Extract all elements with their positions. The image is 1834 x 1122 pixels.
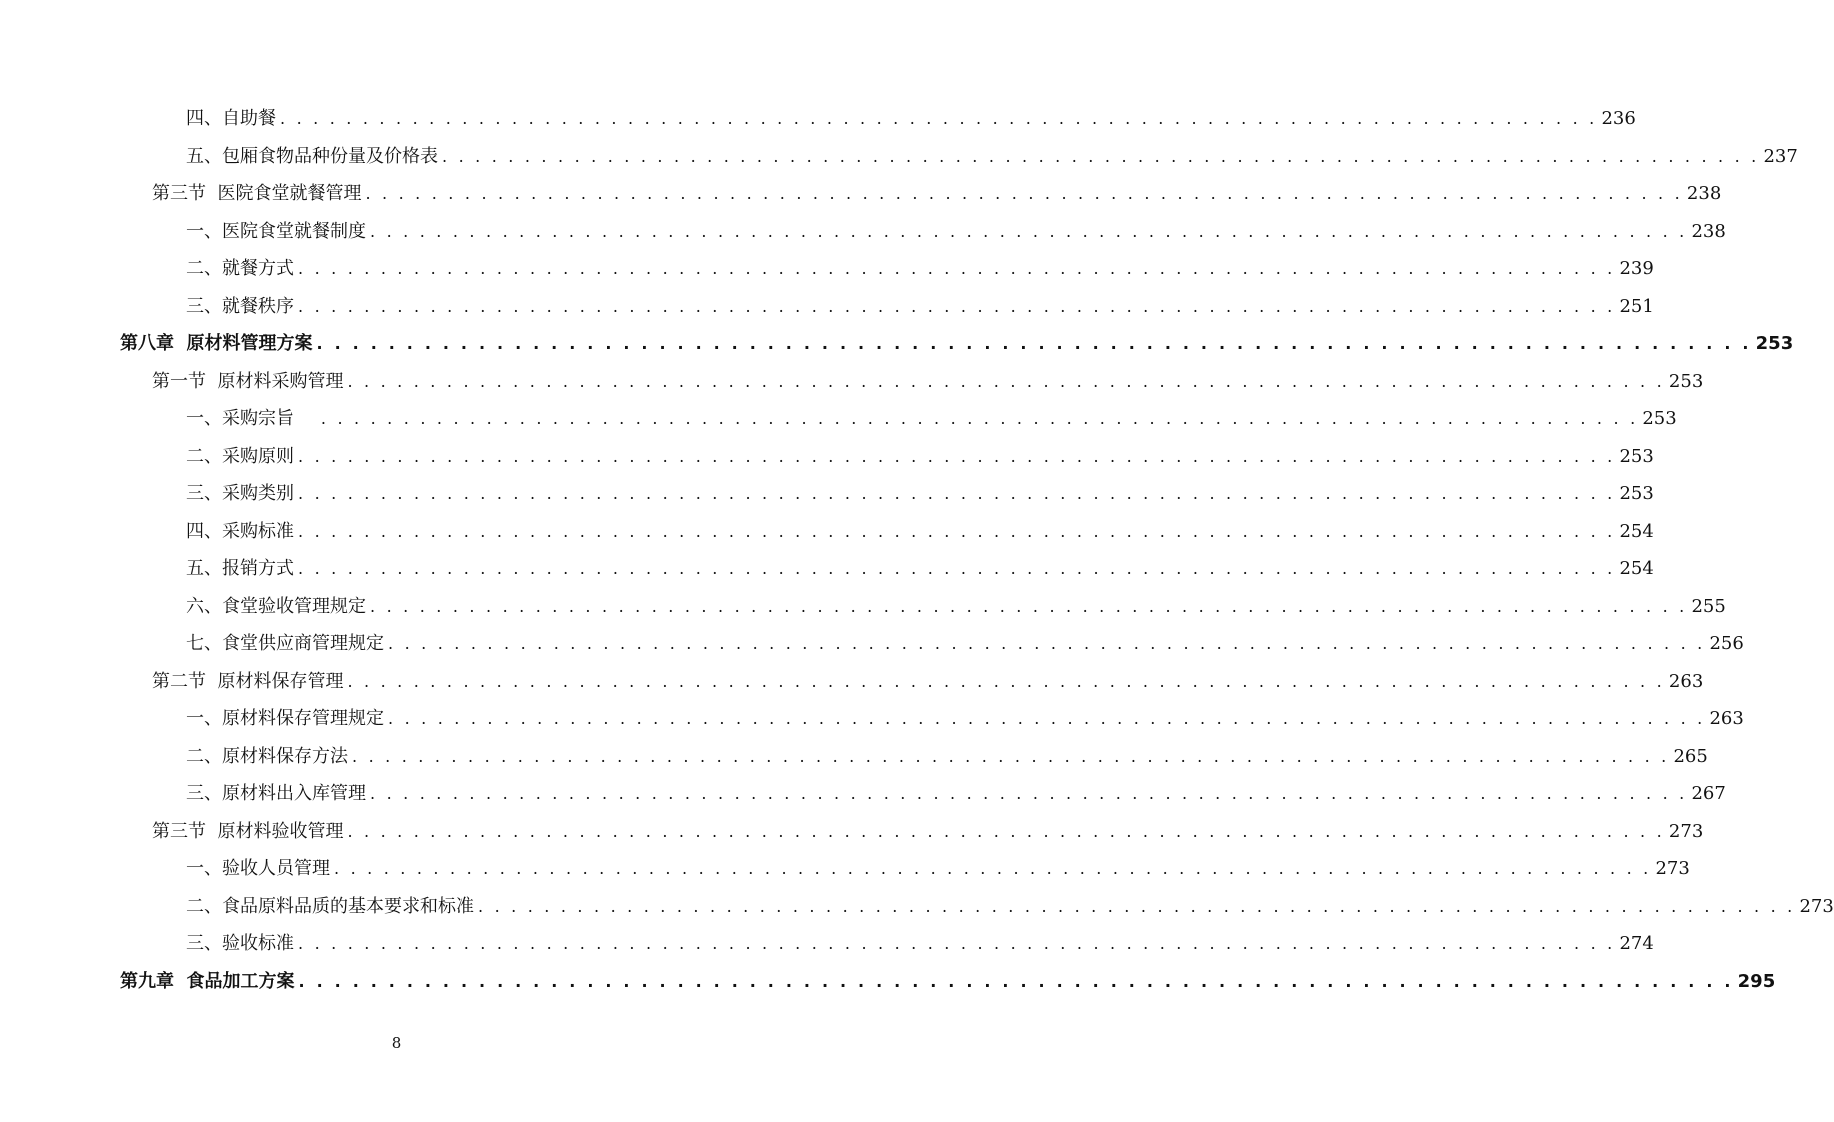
toc-entry[interactable] (186, 138, 1798, 168)
toc-page-number: 236 (1601, 108, 1636, 129)
toc-label: 三、采购类别 (186, 483, 294, 504)
toc-entry[interactable] (186, 213, 1726, 243)
dot-leader: . . . . . . . . . . . . . . . . . . . . . . . . . . . . . . . . . . . . . . . . . . . . . . . . . . . . . . . . . . . . . . . . . . . . . . . . . . . . . . . . (388, 634, 1706, 653)
toc-page-number: 274 (1619, 933, 1654, 954)
toc-page-number: 253 (1619, 445, 1654, 467)
toc-chapter[interactable] (120, 963, 1776, 993)
dot-leader: . . . . . . . . . . . . . . . . . . . . . . . . . . . . . . . . . . . . . . . . . . . . . . . . . . . . . . . . . . . . . . . . . . . . . . . . . . . . . . . . (347, 371, 1665, 391)
dot-leader: . . . . . . . . . . . . . . . . . . . . . . . . . . . . . . . . . . . . . . . . . . . . . . . . . . . . . . . . . . . . . . . . . . . . . . . . . . . . . . . . (298, 484, 1616, 503)
dot-leader: . . . . . . . . . . . . . . . . . . . . . . . . . . . . . . . . . . . . . . . . . . . . . . . . . . . . . . . . . . . . . . . . . . . . . . . . . . . . . . . . (298, 259, 1616, 278)
toc-label: 二、采购原则 (186, 445, 294, 467)
toc-page-number: 263 (1709, 708, 1744, 729)
toc-page-number: 295 (1737, 970, 1776, 992)
toc-label: 第九章 食品加工方案 (120, 970, 295, 992)
dot-leader: . . . . . . . . . . . . . . . . . . . . . . . . . . . . . . . . . . . . . . . . . . . . . . . . . . . . . . . . . . . . . . . . . . . . . . . . . . . . . . . . (388, 709, 1706, 728)
toc-page-number: 267 (1691, 783, 1726, 804)
toc-page-number: 251 (1619, 295, 1654, 317)
toc-page-number: 253 (1619, 483, 1654, 504)
toc-label: 一、验收人员管理 (186, 858, 330, 879)
toc-label: 第三节 原材料验收管理 (152, 820, 344, 842)
toc-label: 一、采购宗旨 (186, 408, 317, 429)
toc-page-number: 273 (1655, 858, 1690, 879)
toc-chapter[interactable] (120, 325, 1794, 355)
toc-label: 四、自助餐 (186, 108, 276, 129)
dot-leader: . . . . . . . . . . . . . . . . . . . . . . . . . . . . . . . . . . . . . . . . . . . . . . . . . . . . . . . . . . . . . . . . . . . . . . . . . . . . . . . . (334, 859, 1652, 878)
dot-leader: . . . . . . . . . . . . . . . . . . . . . . . . . . . . . . . . . . . . . . . . . . . . . . . . . . . . . . . . . . . . . . . . . . . . . . . . . . . . . . . . (298, 559, 1616, 578)
dot-leader: . . . . . . . . . . . . . . . . . . . . . . . . . . . . . . . . . . . . . . . . . . . . . . . . . . . . . . . . . . . . . . . . . . . . . . . . . . . . . . . . (280, 109, 1598, 128)
toc-page-number: 239 (1619, 258, 1654, 279)
toc-label: 五、包厢食物品种份量及价格表 (186, 145, 438, 167)
toc-entry[interactable] (186, 588, 1726, 618)
toc-label: 二、食品原料品质的基本要求和标准 (186, 895, 474, 917)
toc-entry[interactable] (186, 888, 1834, 918)
toc-page-number: 253 (1668, 370, 1704, 392)
toc-label: 四、采购标准 (186, 520, 294, 542)
toc-entry[interactable] (186, 250, 1654, 280)
dot-leader: . . . . . . . . . . . . . . . . . . . . . . . . . . . . . . . . . . . . . . . . . . . . . . . . . . . . . . . . . . . . . . . . . . . . . . . . . . . . . . . . (316, 334, 1752, 353)
toc-label: 一、医院食堂就餐制度 (186, 220, 366, 242)
toc-entry[interactable] (186, 100, 1636, 130)
toc-label: 三、就餐秩序 (186, 295, 294, 317)
dot-leader: . . . . . . . . . . . . . . . . . . . . . . . . . . . . . . . . . . . . . . . . . . . . . . . . . . . . . . . . . . . . . . . . . . . . . . . . . . . . . . . . (298, 446, 1616, 466)
toc-label: 七、食堂供应商管理规定 (186, 633, 384, 654)
toc-page-number: 256 (1709, 633, 1744, 654)
toc-label: 三、原材料出入库管理 (186, 783, 366, 804)
dot-leader: . . . . . . . . . . . . . . . . . . . . . . . . . . . . . . . . . . . . . . . . . . . . . . . . . . . . . . . . . . . . . . . . . . . . . . . . . . . . . . . . (347, 671, 1665, 691)
dot-leader: . . . . . . . . . . . . . . . . . . . . . . . . . . . . . . . . . . . . . . . . . . . . . . . . . . . . . . . . . . . . . . . . . . . . . . . . . . . . . . . . (298, 296, 1616, 316)
toc-entry[interactable] (186, 925, 1654, 955)
toc-page-number: 273 (1668, 820, 1704, 842)
dot-leader: . . . . . . . . . . . . . . . . . . . . . . . . . . . . . . . . . . . . . . . . . . . . . . . . . . . . . . . . . . . . . . . . . . . . . . . . . . . . . . . . (298, 521, 1616, 541)
toc-section[interactable] (152, 175, 1722, 205)
toc-page-number: 265 (1673, 745, 1708, 767)
toc-page-number: 255 (1691, 595, 1726, 617)
toc-section[interactable] (152, 663, 1704, 693)
dot-leader: . . . . . . . . . . . . . . . . . . . . . . . . . . . . . . . . . . . . . . . . . . . . . . . . . . . . . . . . . . . . . . . . . . . . . . . . . . . . . . . . (442, 146, 1760, 166)
toc-entry[interactable] (186, 288, 1654, 318)
dot-leader: . . . . . . . . . . . . . . . . . . . . . . . . . . . . . . . . . . . . . . . . . . . . . . . . . . . . . . . . . . . . . . . . . . . . . . . . . . . . . . . . (478, 896, 1796, 916)
toc-page-number: 238 (1691, 220, 1726, 242)
dot-leader: . . . . . . . . . . . . . . . . . . . . . . . . . . . . . . . . . . . . . . . . . . . . . . . . . . . . . . . . . . . . . . . . . . . . . . . . . . . . . . . . (370, 221, 1688, 241)
dot-leader: . . . . . . . . . . . . . . . . . . . . . . . . . . . . . . . . . . . . . . . . . . . . . . . . . . . . . . . . . . . . . . . . . . . . . . . . . . . . . . . . (298, 971, 1734, 991)
toc-entry[interactable] (186, 550, 1654, 580)
toc-page-number: 254 (1619, 520, 1654, 542)
toc-page-number: 254 (1619, 558, 1654, 579)
toc-label: 一、原材料保存管理规定 (186, 708, 384, 729)
toc-page-number: 273 (1799, 895, 1834, 917)
toc-label: 二、就餐方式 (186, 258, 294, 279)
toc-label: 第一节 原材料采购管理 (152, 370, 344, 392)
toc-entry[interactable] (186, 625, 1744, 655)
toc-entry[interactable] (186, 438, 1654, 468)
toc-label: 第八章 原材料管理方案 (120, 333, 313, 354)
toc-entry[interactable] (186, 700, 1744, 730)
dot-leader: . . . . . . . . . . . . . . . . . . . . . . . . . . . . . . . . . . . . . . . . . . . . . . . . . . . . . . . . . . . . . . . . . . . . . . . . . . . . . . . . (320, 409, 1639, 428)
toc-label: 二、原材料保存方法 (186, 745, 348, 767)
toc-label: 五、报销方式 (186, 558, 294, 579)
toc-entry[interactable] (186, 400, 1677, 430)
toc-page-number: 238 (1686, 183, 1722, 204)
dot-leader: . . . . . . . . . . . . . . . . . . . . . . . . . . . . . . . . . . . . . . . . . . . . . . . . . . . . . . . . . . . . . . . . . . . . . . . . . . . . . . . . (365, 184, 1683, 203)
dot-leader: . . . . . . . . . . . . . . . . . . . . . . . . . . . . . . . . . . . . . . . . . . . . . . . . . . . . . . . . . . . . . . . . . . . . . . . . . . . . . . . . (298, 934, 1616, 953)
toc-entry[interactable] (186, 775, 1726, 805)
toc-page-number: 253 (1755, 333, 1794, 354)
toc-page-number: 263 (1668, 670, 1704, 692)
toc-entry[interactable] (186, 513, 1654, 543)
dot-leader: . . . . . . . . . . . . . . . . . . . . . . . . . . . . . . . . . . . . . . . . . . . . . . . . . . . . . . . . . . . . . . . . . . . . . . . . . . . . . . . . (370, 596, 1688, 616)
toc-label: 第二节 原材料保存管理 (152, 670, 344, 692)
toc-entry[interactable] (186, 475, 1654, 505)
toc-label: 六、食堂验收管理规定 (186, 595, 366, 617)
toc-section[interactable] (152, 813, 1704, 843)
toc-label: 第三节 医院食堂就餐管理 (152, 183, 362, 204)
toc-page-number: 237 (1763, 145, 1798, 167)
page-number: 8 (391, 1034, 402, 1052)
toc-entry[interactable] (186, 738, 1708, 768)
dot-leader: . . . . . . . . . . . . . . . . . . . . . . . . . . . . . . . . . . . . . . . . . . . . . . . . . . . . . . . . . . . . . . . . . . . . . . . . . . . . . . . . (370, 784, 1688, 803)
toc-section[interactable] (152, 363, 1704, 393)
dot-leader: . . . . . . . . . . . . . . . . . . . . . . . . . . . . . . . . . . . . . . . . . . . . . . . . . . . . . . . . . . . . . . . . . . . . . . . . . . . . . . . . (347, 821, 1665, 841)
toc-entry[interactable] (186, 850, 1690, 880)
toc-label: 三、验收标准 (186, 933, 294, 954)
dot-leader: . . . . . . . . . . . . . . . . . . . . . . . . . . . . . . . . . . . . . . . . . . . . . . . . . . . . . . . . . . . . . . . . . . . . . . . . . . . . . . . . (352, 746, 1670, 766)
toc-page-number: 253 (1642, 408, 1677, 429)
